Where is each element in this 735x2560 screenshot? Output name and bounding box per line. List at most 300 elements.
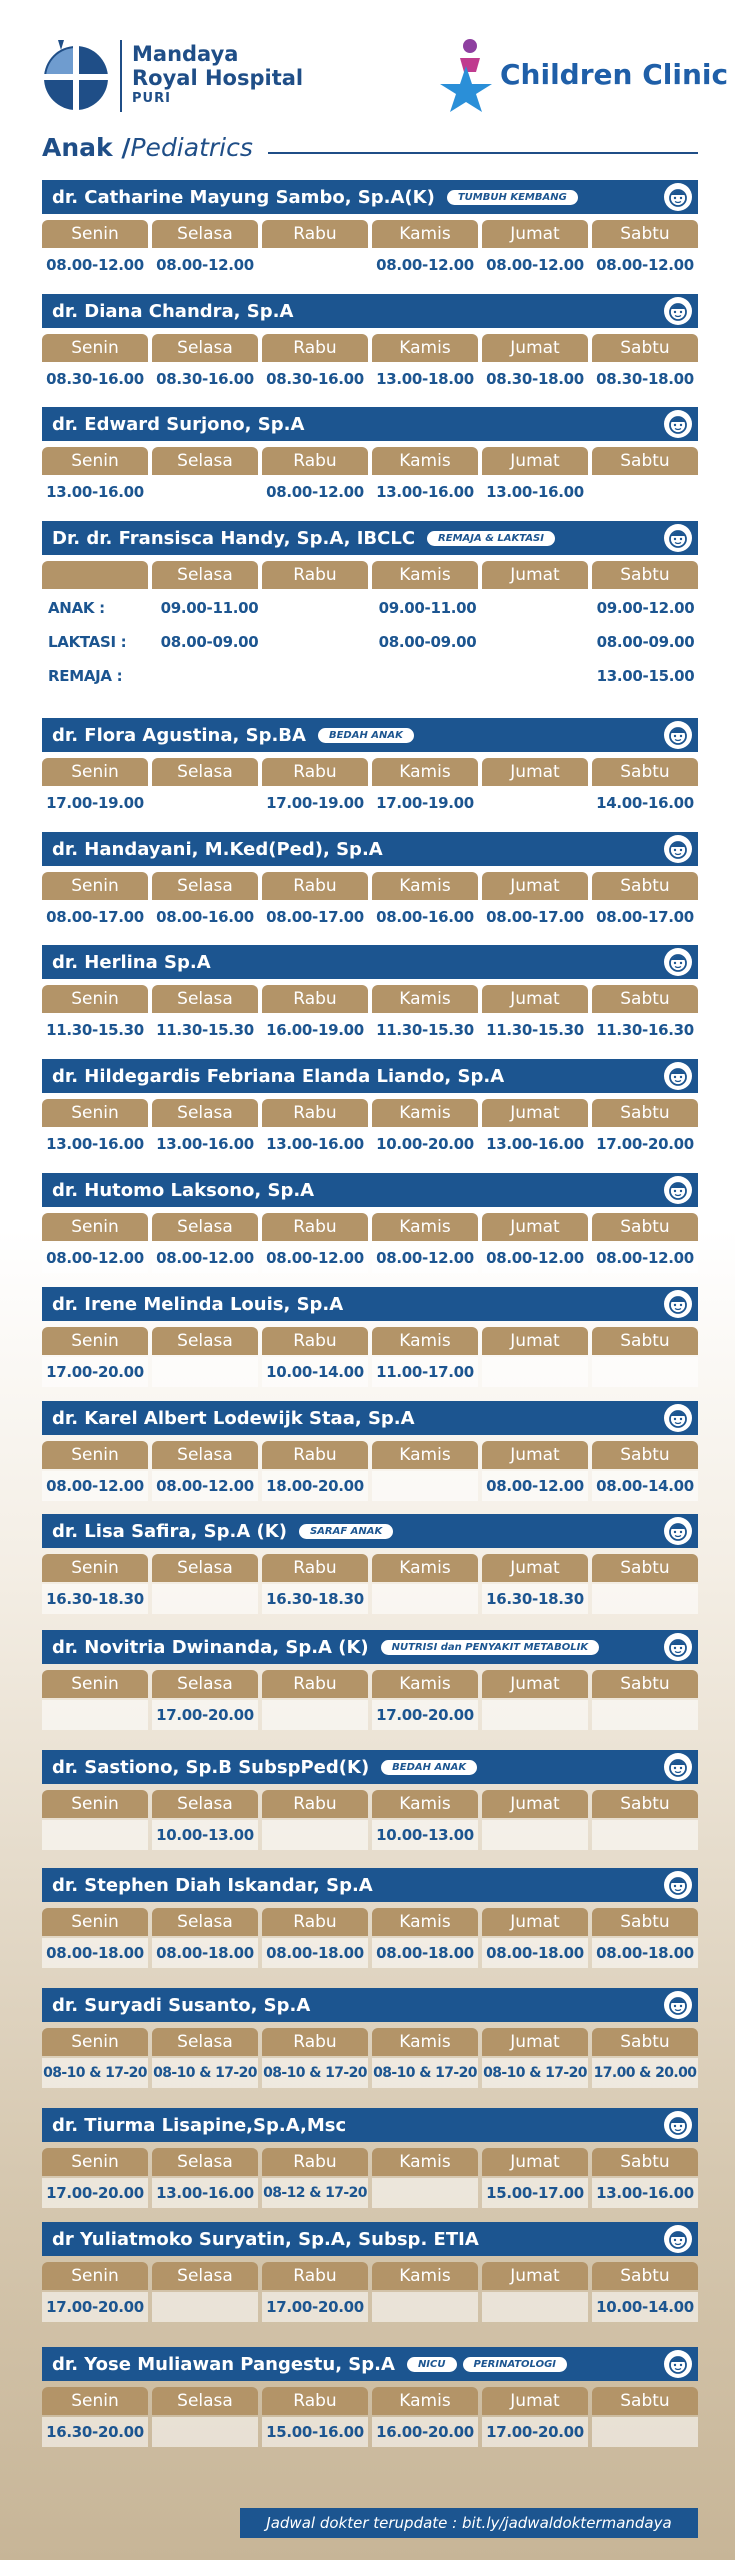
day-header: Kamis [372,985,478,1013]
day-header: Sabtu [592,1099,698,1127]
time-slot [482,788,588,818]
doctor-name: dr. Sastiono, Sp.B SubspPed(K) [52,1756,370,1778]
day-header: Sabtu [592,985,698,1013]
day-header: Selasa [152,872,258,900]
time-slot [266,627,371,657]
day-header: Selasa [152,758,258,786]
time-slot: 14.00-16.00 [592,788,698,818]
time-slot: 13.00-16.00 [42,477,148,507]
day-header: Kamis [372,1908,478,1936]
time-slot [482,1820,588,1850]
time-slot: 17.00-20.00 [42,1357,148,1387]
time-slot: 10.00-14.00 [262,1357,368,1387]
child-face-icon [664,1991,692,2019]
time-slot: 11.30-15.30 [42,1015,148,1045]
specialty-tag: BEDAH ANAK [381,1760,477,1775]
time-slot: 08.00-12.00 [592,250,698,280]
day-header: Senin [42,447,148,475]
time-slot [262,1820,368,1850]
time-slot: 08-12 & 17-20 [262,2178,368,2208]
time-slot [372,1584,478,1614]
day-header: Kamis [372,1554,478,1582]
time-slot: 17.00-20.00 [592,1129,698,1159]
time-row [42,788,698,818]
section-title-main: Anak / [42,133,131,162]
time-slot: 16.30-18.30 [482,1584,588,1614]
day-header: Rabu [262,1099,368,1127]
time-slot [157,661,262,691]
time-slot: 17.00-19.00 [262,788,368,818]
time-slot [592,477,698,507]
child-face-icon [664,524,692,552]
day-header-row [42,1441,698,1469]
time-slot: 08-10 & 17-20 [372,2058,478,2088]
day-header: Jumat [482,758,588,786]
time-slot: 08.00-09.00 [160,633,259,651]
doctor-name-bar [42,2108,698,2142]
day-header: Rabu [262,334,368,362]
day-header-row [42,334,698,362]
day-header: Sabtu [592,1213,698,1241]
time-slot: 15.00-17.00 [482,2178,588,2208]
time-slot: 08.00-09.00 [378,633,477,651]
time-slot: 08-10 & 17-20 [482,2058,588,2088]
time-slot: 08.00-18.00 [42,1938,148,1968]
time-slot [484,661,589,691]
child-face-icon [664,2350,692,2378]
day-header: Selasa [152,985,258,1013]
time-slot [482,2292,588,2322]
day-header: Senin [42,2262,148,2290]
header [0,0,735,130]
day-header: Rabu [262,985,368,1013]
time-row [42,1700,698,1730]
day-header: Selasa [152,2148,258,2176]
doctor-name-bar [42,1287,698,1321]
child-face-icon [664,297,692,325]
child-face-icon [664,410,692,438]
day-header: Kamis [372,2262,478,2290]
time-slot [262,1700,368,1730]
schedule-row [42,661,698,691]
child-face-icon [664,1404,692,1432]
section-title [42,133,253,162]
day-header: Jumat [482,2387,588,2415]
day-header: Rabu [262,1554,368,1582]
day-header: Rabu [262,2028,368,2056]
time-slot [262,250,368,280]
time-slot: 08.00-17.00 [592,902,698,932]
time-slot: 08-10 & 17-20 [262,2058,368,2088]
doctor-name: dr. Handayani, M.Ked(Ped), Sp.A [52,838,383,860]
day-header: Selasa [152,1099,258,1127]
logo-divider [120,40,122,112]
day-header: Selasa [152,334,258,362]
time-slot: 17.00 & 20.00 [592,2058,698,2088]
day-header: Kamis [372,2148,478,2176]
section-title-sub: Pediatrics [130,133,253,162]
doctor-card [42,1750,698,1850]
doctor-name: dr. Tiurma Lisapine,Sp.A,Msc [52,2114,347,2136]
day-header: Rabu [262,220,368,248]
time-slot: 08.00-17.00 [42,902,148,932]
day-header: Kamis [372,2387,478,2415]
day-header: Senin [42,1908,148,1936]
day-header: Rabu [262,1670,368,1698]
doctor-name: dr. Novitria Dwinanda, Sp.A (K) [52,1636,369,1658]
day-header: Rabu [262,2387,368,2415]
time-slot [372,2178,478,2208]
time-slot: 08.30-16.00 [152,364,258,394]
doctor-card [42,407,698,507]
time-slot: 11.30-16.30 [592,1015,698,1045]
time-slot: 08.00-16.00 [152,902,258,932]
time-slot: 08.00-12.00 [42,250,148,280]
doctor-name: dr. Edward Surjono, Sp.A [52,413,305,435]
time-slot: 16.30-18.30 [262,1584,368,1614]
time-slot: 11.30-15.30 [482,1015,588,1045]
time-row [42,1015,698,1045]
child-face-icon [664,1753,692,1781]
day-header: Senin [42,872,148,900]
doctor-name: dr. Hildegardis Febriana Elanda Liando, Sp.A [52,1065,505,1087]
day-header: Senin [42,1670,148,1698]
day-header: Senin [42,1554,148,1582]
time-slot: 08.00-12.00 [592,1243,698,1273]
time-slot: 10.00-13.00 [372,1820,478,1850]
day-header: Jumat [482,561,588,589]
time-row [42,2417,698,2447]
time-slot: 17.00-19.00 [42,788,148,818]
day-header: Jumat [482,334,588,362]
specialty-tag: NICU [407,2357,457,2372]
day-header: Sabtu [592,1554,698,1582]
day-header-row [42,2387,698,2415]
day-header: Selasa [152,2028,258,2056]
day-header-row [42,2148,698,2176]
title-rule [268,152,698,154]
specialty-tag: PERINATOLOGI [463,2357,568,2372]
day-header: Jumat [482,872,588,900]
doctor-name-bar [42,521,698,555]
day-header: Jumat [482,1327,588,1355]
day-header: Sabtu [592,1670,698,1698]
time-slot: 08.00-12.00 [42,1471,148,1501]
time-row [42,902,698,932]
doctor-card [42,1514,698,1614]
time-slot: 09.00-11.00 [160,599,259,617]
day-header-row [42,758,698,786]
doctor-card [42,2108,698,2208]
specialty-tag: REMAJA & LAKTASI [427,531,555,546]
time-slot: 08.00-18.00 [152,1938,258,1968]
doctor-name-bar [42,1059,698,1093]
doctor-name-bar [42,832,698,866]
child-face-icon [664,948,692,976]
day-header: Kamis [372,758,478,786]
time-slot: 08.00-12.00 [262,1243,368,1273]
time-slot: 16.00-19.00 [262,1015,368,1045]
child-face-icon [664,183,692,211]
day-header: Senin [42,1790,148,1818]
time-slot [592,1820,698,1850]
time-slot [152,788,258,818]
day-header: Selasa [152,1441,258,1469]
time-slot: 08.30-16.00 [42,364,148,394]
mandaya-logo-icon [36,36,116,116]
day-header: Jumat [482,2028,588,2056]
day-header: Rabu [262,1908,368,1936]
time-slot: 16.00-20.00 [372,2417,478,2447]
doctor-name: dr. Lisa Safira, Sp.A (K) [52,1520,287,1542]
day-header: Senin [42,2148,148,2176]
time-slot [152,1584,258,1614]
doctor-card [42,718,698,818]
time-slot [482,1357,588,1387]
day-header: Sabtu [592,561,698,589]
doctor-name-bar [42,1630,698,1664]
day-header: Jumat [482,1213,588,1241]
time-row [42,1243,698,1273]
day-header: Senin [42,2028,148,2056]
doctor-name-bar [42,2222,698,2256]
day-header: Selasa [152,561,258,589]
doctor-name-bar [42,1868,698,1902]
doctor-name-bar [42,1401,698,1435]
time-slot [152,2417,258,2447]
schedule-row [42,627,698,657]
day-header: Jumat [482,1790,588,1818]
child-face-icon [664,1633,692,1661]
time-slot: 17.00-20.00 [42,2292,148,2322]
time-slot: 08-10 & 17-20 [152,2058,258,2088]
day-header-row [42,2028,698,2056]
time-slot: 08.00-18.00 [262,1938,368,1968]
time-slot: 08.30-18.00 [482,364,588,394]
time-slot: 17.00-19.00 [372,788,478,818]
day-header-row [42,220,698,248]
time-slot: 17.00-20.00 [482,2417,588,2447]
time-row [42,1584,698,1614]
day-header: Kamis [372,220,478,248]
hospital-name-line2: Royal Hospital [132,66,304,90]
child-face-icon [664,2111,692,2139]
doctor-card [42,1173,698,1273]
time-slot: 08.00-16.00 [372,902,478,932]
day-header: Jumat [482,1441,588,1469]
doctor-name: Dr. dr. Fransisca Handy, Sp.A, IBCLC [52,527,416,549]
day-header-row [42,1670,698,1698]
day-header: Jumat [482,1554,588,1582]
time-slot: 08.00-12.00 [262,477,368,507]
time-row [42,2178,698,2208]
child-face-icon [664,1176,692,1204]
specialty-tag: SARAF ANAK [299,1524,393,1539]
day-header: Senin [42,985,148,1013]
day-header: Rabu [262,2262,368,2290]
doctor-card [42,1868,698,1968]
doctor-name-bar [42,1750,698,1784]
time-slot: 13.00-18.00 [372,364,478,394]
schedule-row-label: REMAJA : [48,667,123,685]
day-header: Jumat [482,220,588,248]
doctor-name-bar [42,1988,698,2022]
time-slot: 11.30-15.30 [372,1015,478,1045]
doctor-name: dr Yuliatmoko Suryatin, Sp.A, Subsp. ETIA [52,2228,479,2250]
day-header: Sabtu [592,1441,698,1469]
time-slot: 08.00-12.00 [482,250,588,280]
day-header-row [42,2262,698,2290]
day-header: Selasa [152,1213,258,1241]
day-header: Senin [42,220,148,248]
day-header: Selasa [152,2262,258,2290]
doctor-card [42,521,698,691]
children-clinic-logo-icon [436,36,496,116]
day-header: Senin [42,2387,148,2415]
child-face-icon [664,835,692,863]
footer-link-bar[interactable] [240,2508,698,2538]
day-header: Selasa [152,1790,258,1818]
doctor-name-bar [42,2347,698,2381]
schedule-row-label: LAKTASI : [48,633,127,651]
day-header: Sabtu [592,1908,698,1936]
day-header: Kamis [372,334,478,362]
child-face-icon [664,721,692,749]
day-header-row [42,1554,698,1582]
day-header: Jumat [482,985,588,1013]
time-slot: 08-10 & 17-20 [42,2058,148,2088]
time-slot [42,1700,148,1730]
doctor-card [42,945,698,1045]
child-face-icon [664,1517,692,1545]
time-slot: 08.00-18.00 [482,1938,588,1968]
time-row [42,250,698,280]
time-slot: 13.00-15.00 [596,667,695,685]
day-header: Rabu [262,2148,368,2176]
day-header-row [42,985,698,1013]
doctor-card [42,832,698,932]
doctor-name: dr. Irene Melinda Louis, Sp.A [52,1293,344,1315]
day-header: Selasa [152,447,258,475]
time-row [42,2058,698,2088]
day-header: Rabu [262,1790,368,1818]
day-header: Kamis [372,2028,478,2056]
time-slot: 13.00-16.00 [372,477,478,507]
day-header: Selasa [152,220,258,248]
doctor-name-bar [42,180,698,214]
time-slot: 08.00-18.00 [372,1938,478,1968]
time-slot: 13.00-16.00 [152,2178,258,2208]
time-row [42,364,698,394]
day-header: Jumat [482,447,588,475]
specialty-tag: BEDAH ANAK [318,728,414,743]
time-slot [266,661,371,691]
day-header: Rabu [262,1327,368,1355]
day-header: Senin [42,1441,148,1469]
time-slot: 11.30-15.30 [152,1015,258,1045]
time-row [42,1938,698,1968]
day-header: Rabu [262,561,368,589]
doctor-name: dr. Yose Muliawan Pangestu, Sp.A [52,2353,395,2375]
day-header: Rabu [262,758,368,786]
day-header: Sabtu [592,758,698,786]
time-slot [152,1357,258,1387]
day-header-row [42,1790,698,1818]
doctor-card [42,2347,698,2447]
day-header: Selasa [152,2387,258,2415]
time-slot [484,593,589,623]
hospital-name-line3: PURI [132,91,171,106]
doctor-name-bar [42,407,698,441]
footer-text: Jadwal dokter terupdate : bit.ly/jadwaldoktermandaya [266,2514,672,2532]
day-header: Sabtu [592,2148,698,2176]
day-header: Kamis [372,1790,478,1818]
time-slot [484,627,589,657]
time-slot: 17.00-20.00 [42,2178,148,2208]
time-slot: 08.30-16.00 [262,364,368,394]
day-header: Sabtu [592,1790,698,1818]
time-slot [592,1584,698,1614]
day-header-blank [42,561,148,589]
day-header: Selasa [152,1908,258,1936]
time-slot: 13.00-16.00 [592,2178,698,2208]
day-header: Jumat [482,2262,588,2290]
day-header: Senin [42,1213,148,1241]
day-header: Sabtu [592,872,698,900]
time-slot [592,1357,698,1387]
doctor-card [42,294,698,394]
time-slot: 13.00-16.00 [262,1129,368,1159]
schedule-row-label: ANAK : [48,599,105,617]
day-header-row [42,1908,698,1936]
child-face-icon [664,1290,692,1318]
day-header-row [42,1213,698,1241]
day-header: Sabtu [592,447,698,475]
doctor-card [42,1059,698,1159]
time-slot [482,1700,588,1730]
doctor-card [42,180,698,280]
time-slot: 13.00-16.00 [152,1129,258,1159]
doctor-name: dr. Catharine Mayung Sambo, Sp.A(K) [52,186,435,208]
doctor-card [42,1401,698,1501]
time-slot [375,661,480,691]
time-slot: 10.00-13.00 [152,1820,258,1850]
time-slot [152,477,258,507]
time-slot: 08.00-17.00 [262,902,368,932]
doctor-name: dr. Flora Agustina, Sp.BA [52,724,306,746]
time-slot: 08.30-18.00 [592,364,698,394]
time-slot: 11.00-17.00 [372,1357,478,1387]
day-header-row [42,447,698,475]
time-slot: 15.00-16.00 [262,2417,368,2447]
day-header: Rabu [262,1441,368,1469]
day-header: Senin [42,1099,148,1127]
doctor-name-bar [42,945,698,979]
time-row [42,1357,698,1387]
time-slot: 08.00-18.00 [592,1938,698,1968]
time-slot: 09.00-12.00 [596,599,695,617]
time-slot [152,2292,258,2322]
day-header: Jumat [482,1908,588,1936]
day-header: Kamis [372,1670,478,1698]
doctor-name-bar [42,1514,698,1548]
time-slot [42,1820,148,1850]
time-slot: 08.00-12.00 [482,1243,588,1273]
day-header: Kamis [372,1213,478,1241]
clinic-name: Children Clinic [500,58,729,91]
time-slot: 13.00-16.00 [482,477,588,507]
day-header: Rabu [262,1213,368,1241]
